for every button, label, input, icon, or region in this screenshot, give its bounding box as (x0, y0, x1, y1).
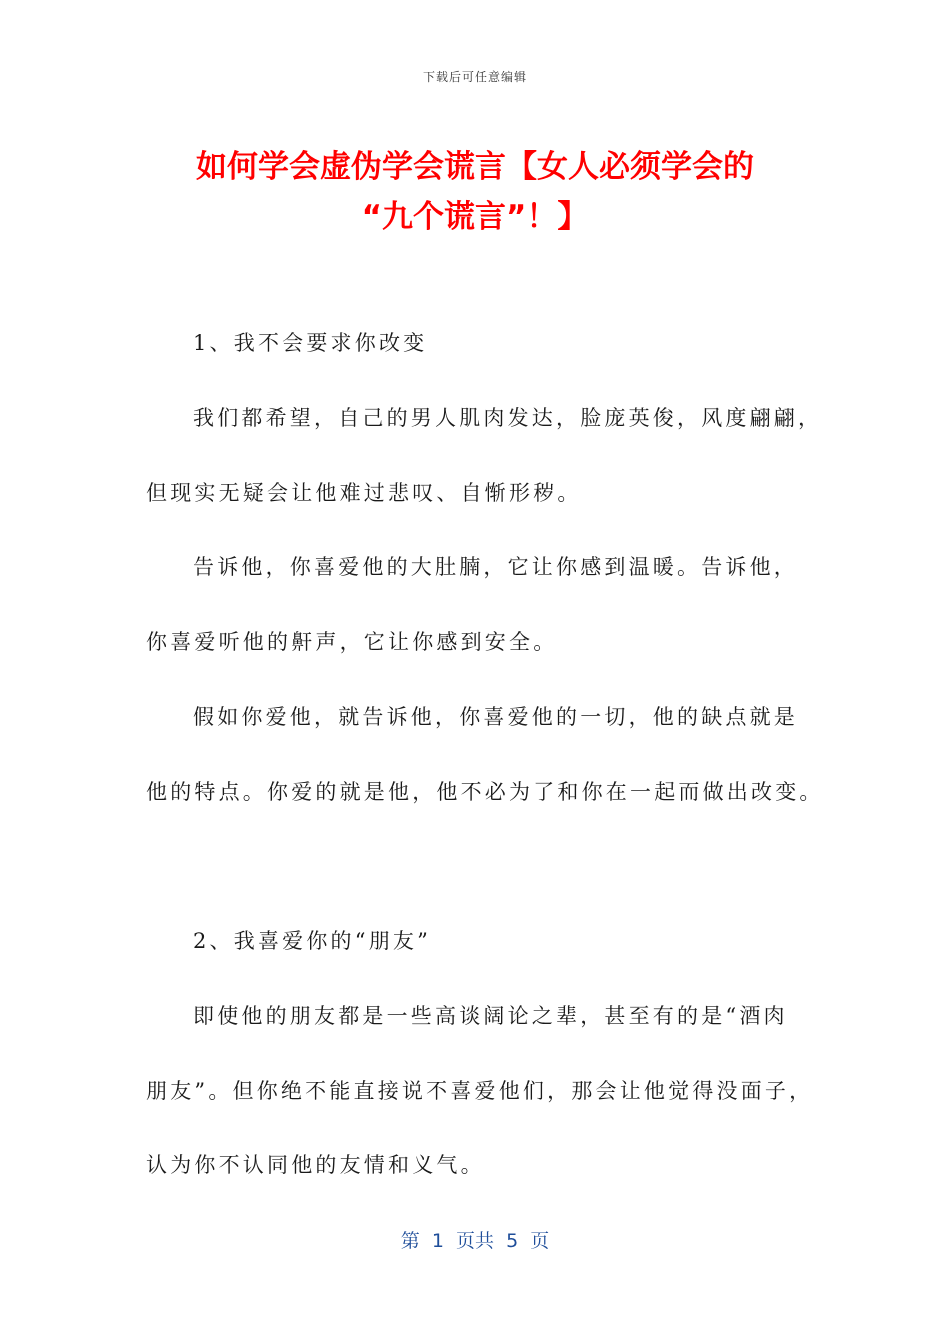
section-heading-2: 2、我喜爱你的“朋友” (193, 929, 432, 953)
paragraph-line: 告诉他，你喜爱他的大肚腩，它让你感到温暖。告诉他， (193, 555, 798, 579)
title-line-2: “九个谎言”！】 (361, 199, 589, 235)
paragraph-line: 他的特点。你爱的就是他，他不必为了和你在一起而做出改变。 (146, 780, 824, 804)
paragraph-line: 你喜爱听他的鼾声，它让你感到安全。 (146, 630, 558, 654)
title-line-1: 如何学会虚伪学会谎言【女人必须学会的 (196, 149, 754, 185)
section-heading-1: 1、我不会要求你改变 (193, 331, 428, 355)
paragraph-line: 我们都希望，自己的男人肌肉发达，脸庞英俊，风度翩翩， (193, 406, 823, 430)
paragraph-line: 假如你爱他，就告诉他，你喜爱他的一切，他的缺点就是 (193, 705, 798, 729)
paragraph-line: 朋友”。但你绝不能直接说不喜爱他们，那会让他觉得没面子， (146, 1079, 814, 1103)
paragraph-line: 但现实无疑会让他难过悲叹、自惭形秽。 (146, 481, 582, 505)
paragraph-line: 即使他的朋友都是一些高谈阔论之辈，甚至有的是“酒肉 (193, 1004, 788, 1028)
header-note: 下载后可任意编辑 (422, 70, 527, 84)
page-footer: 第 1 页共 5 页 (400, 1230, 550, 1252)
document-title (120, 142, 830, 242)
paragraph-line: 认为你不认同他的友情和义气。 (146, 1153, 485, 1177)
